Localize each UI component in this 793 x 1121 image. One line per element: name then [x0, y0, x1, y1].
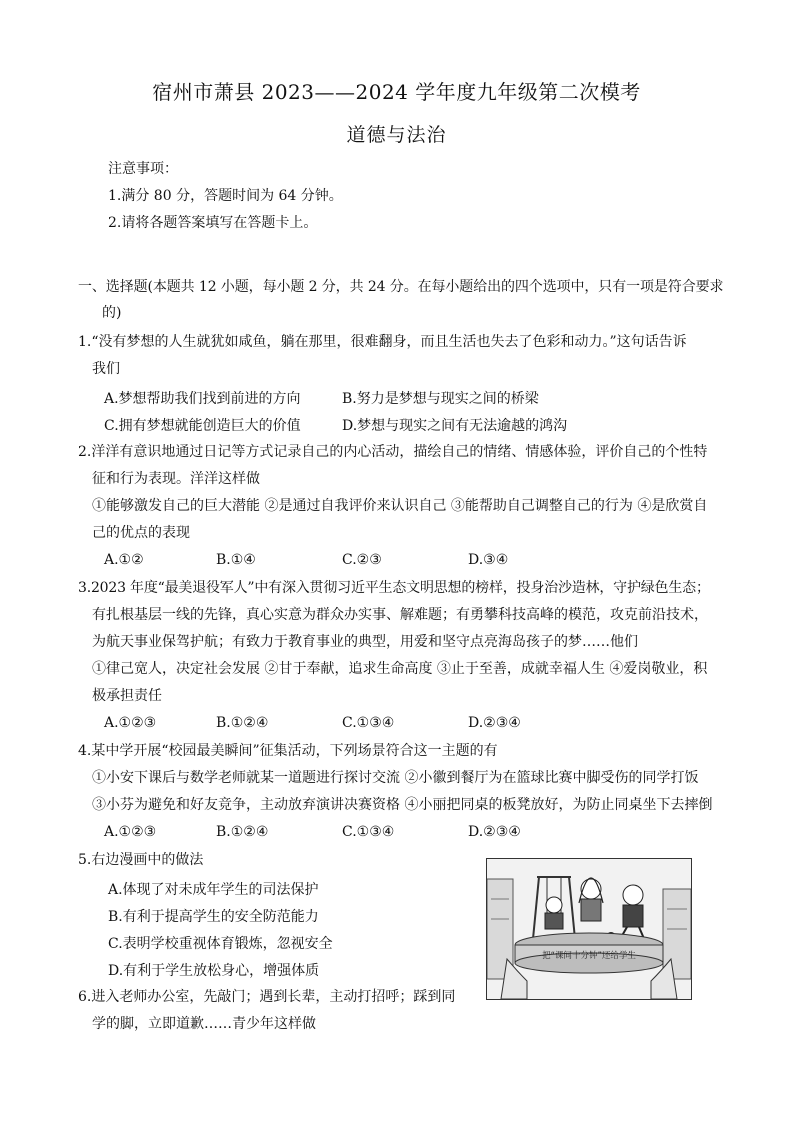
question-6-stem: 6.进入老师办公室，先敲门；遇到长辈，主动打招呼；踩到同 [78, 989, 456, 1005]
cartoon-caption: 把“课间十分钟”还给学生 [542, 951, 636, 961]
question-4-option-d[interactable]: D.②③④ [468, 824, 521, 840]
question-4-statements: ①小安下课后与数学老师就某一道题进行探讨交流 ②小徽到餐厅为在篮球比赛中脚受伤的同学打饭 [92, 770, 699, 786]
question-2-statements-cont: 己的优点的表现 [92, 525, 190, 541]
question-2-statements: ①能够激发自己的巨大潜能 ②是通过自我评价来认识自己 ③能帮助自己调整自己的行为 ④是欣赏自 [92, 498, 708, 514]
cartoon-drawing [487, 859, 691, 999]
question-3-statements-cont: 极承担责任 [92, 688, 162, 704]
question-4-stem: 4.某中学开展“校园最美瞬间”征集活动，下列场景符合这一主题的有 [78, 743, 498, 759]
question-5-option-c[interactable]: C.表明学校重视体育锻炼，忽视安全 [108, 936, 333, 952]
question-1-stem: 1.“没有梦想的人生就犹如咸鱼，躺在那里，很难翻身，而且生活也失去了色彩和动力。”这句话告诉 [78, 334, 687, 350]
question-2-stem-cont: 征和行为表现。洋洋这样做 [92, 471, 260, 487]
question-4-option-a[interactable]: A.①②③ [104, 824, 157, 840]
question-1-option-a[interactable]: A.梦想帮助我们找到前进的方向 [104, 391, 301, 407]
notice-item: 1.满分 80 分，答题时间为 64 分钟。 [108, 188, 343, 204]
question-1-option-c[interactable]: C.拥有梦想就能创造巨大的价值 [104, 418, 301, 434]
question-3-option-d[interactable]: D.②③④ [468, 715, 521, 731]
question-2-option-d[interactable]: D.③④ [468, 552, 509, 568]
question-5-stem: 5.右边漫画中的做法 [78, 852, 204, 868]
question-6-stem-cont: 学的脚，立即道歉……青少年这样做 [92, 1016, 316, 1032]
question-3-stem-cont: 为航天事业保驾护航；有致力于教育事业的典型，用爱和坚守点亮海岛孩子的梦……他们 [92, 634, 638, 650]
subject-title: 道德与法治 [346, 124, 447, 146]
question-3-option-a[interactable]: A.①②③ [104, 715, 157, 731]
question-3-stem: 3.2023 年度“最美退役军人”中有深入贯彻习近平生态文明思想的榜样，投身治沙造林，守护绿色生态； [78, 580, 710, 596]
question-3-option-c[interactable]: C.①③④ [342, 715, 395, 731]
cartoon-illustration [486, 858, 692, 1000]
question-1-option-b[interactable]: B.努力是梦想与现实之间的桥梁 [342, 391, 539, 407]
question-3-stem-cont: 有扎根基层一线的先锋，真心实意为群众办实事、解难题；有勇攀科技高峰的模范，攻克前沿技术， [92, 607, 708, 623]
notice-heading: 注意事项： [108, 161, 178, 177]
section-heading: 一、选择题(本题共 12 小题，每小题 2 分，共 24 分。在每小题给出的四个选项中，只有一项是符合要求 [78, 279, 724, 295]
notice-item: 2.请将各题答案填写在答题卡上。 [108, 215, 318, 231]
question-5-option-d[interactable]: D.有利于学生放松身心，增强体质 [108, 963, 320, 979]
section-heading-cont: 的) [102, 305, 122, 321]
question-2-option-c[interactable]: C.②③ [342, 552, 382, 568]
question-1-stem-cont: 我们 [92, 361, 120, 377]
question-1-option-d[interactable]: D.梦想与现实之间有无法逾越的鸿沟 [342, 418, 568, 434]
question-4-statements-cont: ③小芬为避免和好友竞争，主动放弃演讲决赛资格 ④小丽把同桌的板凳放好，为防止同桌坐下去摔倒 [92, 797, 713, 813]
question-5-option-a[interactable]: A.体现了对未成年学生的司法保护 [108, 882, 319, 898]
question-2-stem: 2.洋洋有意识地通过日记等方式记录自己的内心活动，描绘自己的情绪、情感体验，评价自己的个性特 [78, 444, 708, 460]
question-2-option-b[interactable]: B.①④ [216, 552, 256, 568]
question-3-option-b[interactable]: B.①②④ [216, 715, 269, 731]
question-3-statements: ①律己宽人，决定社会发展 ②甘于奉献，追求生命高度 ③止于至善，成就幸福人生 ④爱岗敬业，积 [92, 661, 708, 677]
exam-title: 宿州市萧县 2023——2024 学年度九年级第二次模考 [152, 80, 641, 104]
question-4-option-b[interactable]: B.①②④ [216, 824, 269, 840]
question-2-option-a[interactable]: A.①② [104, 552, 144, 568]
question-5-option-b[interactable]: B.有利于提高学生的安全防范能力 [108, 909, 319, 925]
question-4-option-c[interactable]: C.①③④ [342, 824, 395, 840]
